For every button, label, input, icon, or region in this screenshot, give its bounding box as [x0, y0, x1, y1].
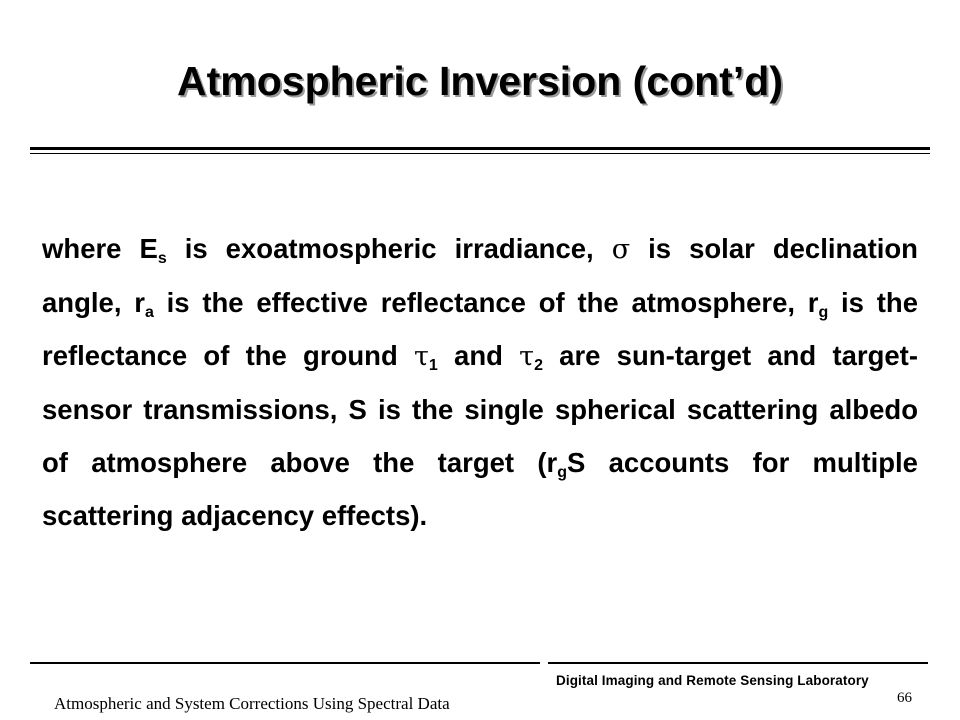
course-title: Atmospheric and System Corrections Using Spectral Data: [54, 694, 450, 713]
subscript: g: [557, 464, 567, 481]
footer-divider-right: [548, 662, 928, 664]
body-paragraph: [42, 222, 918, 542]
title-divider-thick: [30, 147, 930, 150]
tau-symbol: τ: [413, 341, 429, 372]
subscript: 2: [534, 357, 543, 374]
body-text-run: where E: [42, 233, 158, 264]
body-text-run: and: [437, 340, 520, 371]
body-text-run: is the effective reflectance of the atmosphere, r: [153, 287, 819, 318]
subscript: s: [157, 250, 167, 267]
sigma-symbol: σ: [611, 234, 631, 265]
slide-title: Atmospheric Inversion (cont’d): [177, 58, 783, 104]
tau-symbol: τ: [519, 341, 535, 372]
lab-name: Digital Imaging and Remote Sensing Laboratory: [556, 673, 869, 688]
subscript: a: [144, 304, 154, 321]
body-text-run: S accounts for multiple scattering adjacency effects).: [42, 447, 918, 531]
subscript: g: [818, 304, 829, 321]
footer-divider-left: [30, 662, 540, 664]
body-text-run: is solar declination angle, r: [42, 233, 918, 318]
subscript: 1: [428, 357, 438, 374]
body-text-run: is exoatmospheric irradiance,: [166, 233, 612, 264]
body-text-run: are sun-target and target-sensor transmissions, S is the single spherical scattering albedo of atmosphere above the target (r: [42, 340, 918, 478]
body-text-run: is the reflectance of the ground: [42, 287, 919, 371]
title-divider-thin: [30, 153, 930, 154]
page-number: 66: [897, 690, 912, 706]
